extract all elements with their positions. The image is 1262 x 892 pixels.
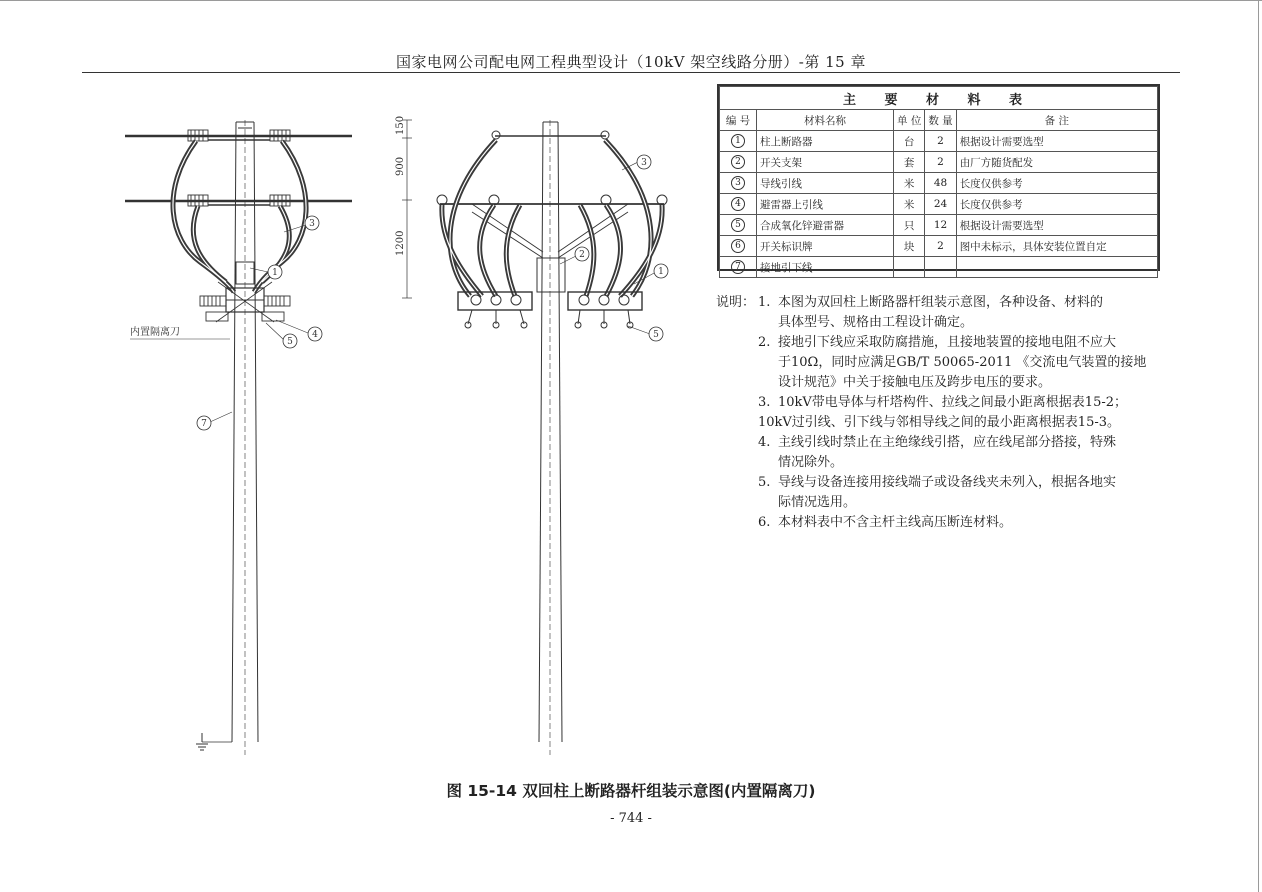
- row-no: 2: [731, 155, 745, 169]
- notes-label: 说明：: [716, 295, 756, 310]
- row-unit: 台: [894, 131, 925, 152]
- note-line: 接地引下线应采取防腐措施，且接地装置的接地电阻不应大: [778, 335, 1117, 350]
- row-unit: 块: [894, 236, 925, 257]
- row-note: 根据设计需要选型: [956, 131, 1157, 152]
- note-number: 5.: [758, 475, 771, 490]
- left-pole-edge: [254, 122, 258, 742]
- callout-3-left: 3: [309, 219, 315, 229]
- row-qty: 24: [925, 194, 956, 215]
- note-item: [758, 473, 1158, 513]
- row-note: 图中未标示，具体安装位置自定: [956, 236, 1157, 257]
- row-name: 避雷器上引线: [757, 194, 894, 215]
- note-line: 于10Ω，同时应满足GB/T 50065-2011 《交流电气装置的接地: [778, 355, 1147, 370]
- note-line: 设计规范》中关于接触电压及跨步电压的要求。: [778, 375, 1052, 390]
- row-qty: 48: [925, 173, 956, 194]
- table-title: 主 要 材 料 表: [720, 87, 1158, 110]
- row-unit: [894, 257, 925, 278]
- row-name: 合成氧化锌避雷器: [757, 215, 894, 236]
- row-qty: 12: [925, 215, 956, 236]
- note-line: 具体型号、规格由工程设计确定。: [778, 315, 974, 330]
- row-qty: 2: [925, 152, 956, 173]
- note-item: [758, 293, 1158, 333]
- note-line: 主线引线时禁止在主绝缘线引搭，应在线尾部分搭接，特殊: [778, 435, 1117, 450]
- row-note: 根据设计需要选型: [956, 215, 1157, 236]
- dim-1200: 1200: [395, 230, 406, 256]
- right-pole-view: [402, 120, 667, 755]
- row-name: 接地引下线: [757, 257, 894, 278]
- header-name: 材料名称: [757, 110, 894, 131]
- row-unit: 米: [894, 173, 925, 194]
- callout-1-left: 1: [272, 268, 278, 278]
- header-no: 编 号: [720, 110, 757, 131]
- page-header: 国家电网公司配电网工程典型设计（10kV 架空线路分册）-第 15 章: [396, 53, 866, 71]
- note-number: 3.: [758, 395, 771, 410]
- note-item: [758, 513, 1158, 533]
- material-table: [717, 84, 1160, 274]
- callout-4-left: 4: [312, 330, 318, 340]
- left-pole-view: [125, 120, 352, 755]
- row-qty: 2: [925, 131, 956, 152]
- note-number: 1.: [758, 295, 771, 310]
- table-row: [720, 257, 1158, 278]
- left-pole-edge: [232, 122, 236, 742]
- header-unit: 单 位: [894, 110, 925, 131]
- figure-caption: 图 15-14 双回柱上断路器杆组装示意图(内置隔离刀): [446, 782, 816, 800]
- table-row: [720, 236, 1158, 257]
- row-name: 导线引线: [757, 173, 894, 194]
- row-unit: 套: [894, 152, 925, 173]
- row-no: 5: [731, 218, 745, 232]
- callout-5-left: 5: [287, 337, 293, 347]
- row-unit: 只: [894, 215, 925, 236]
- header-note: 备 注: [956, 110, 1157, 131]
- row-unit: 米: [894, 194, 925, 215]
- row-no: 3: [731, 176, 745, 190]
- table-row: [720, 173, 1158, 194]
- note-line: 本图为双回柱上断路器杆组装示意图，各种设备、材料的: [778, 295, 1104, 310]
- note-line: 导线与设备连接用接线端子或设备线夹未列入，根据各地实: [778, 475, 1117, 490]
- table-row: [720, 152, 1158, 173]
- note-line: 本材料表中不含主杆主线高压断连材料。: [778, 515, 1013, 530]
- row-note: 长度仅供参考: [956, 173, 1157, 194]
- row-qty: [925, 257, 956, 278]
- row-note: 长度仅供参考: [956, 194, 1157, 215]
- dim-150: 150: [395, 115, 406, 135]
- row-no: 6: [731, 239, 745, 253]
- note-item: [758, 393, 1158, 433]
- header-qty: 数 量: [925, 110, 956, 131]
- callout-5-right: 5: [653, 330, 659, 340]
- row-qty: 2: [925, 236, 956, 257]
- note-line: 情况除外。: [778, 455, 844, 470]
- note-number: 4.: [758, 435, 771, 450]
- row-note: 由厂方随货配发: [956, 152, 1157, 173]
- row-no: 1: [731, 134, 745, 148]
- inner-switch-label: 内置隔离刀: [130, 327, 180, 338]
- callout-7-left: 7: [201, 419, 207, 429]
- table-header-row: [720, 110, 1158, 131]
- table-row: [720, 194, 1158, 215]
- row-note: [956, 257, 1157, 278]
- callout-2-right: 2: [579, 250, 585, 260]
- note-line: 10kV带电导体与杆塔构件、拉线之间最小距离根据表15-2；: [778, 395, 1128, 410]
- page-number: - 744 -: [610, 811, 652, 826]
- row-no: 7: [731, 260, 745, 274]
- note-number: 6.: [758, 515, 771, 530]
- note-item: [758, 433, 1158, 473]
- row-no: 4: [731, 197, 745, 211]
- note-line: 10kV过引线、引下线与邻相导线之间的最小距离根据表15-3。: [758, 415, 1121, 430]
- callout-3-right: 3: [641, 158, 647, 168]
- dim-900: 900: [395, 156, 406, 176]
- table-row: [720, 131, 1158, 152]
- row-name: 柱上断路器: [757, 131, 894, 152]
- callout-1-right: 1: [658, 267, 664, 277]
- table-row: [720, 215, 1158, 236]
- note-number: 2.: [758, 335, 771, 350]
- note-item: [758, 333, 1158, 393]
- note-line: 际情况选用。: [778, 495, 857, 510]
- row-name: 开关支架: [757, 152, 894, 173]
- row-name: 开关标识牌: [757, 236, 894, 257]
